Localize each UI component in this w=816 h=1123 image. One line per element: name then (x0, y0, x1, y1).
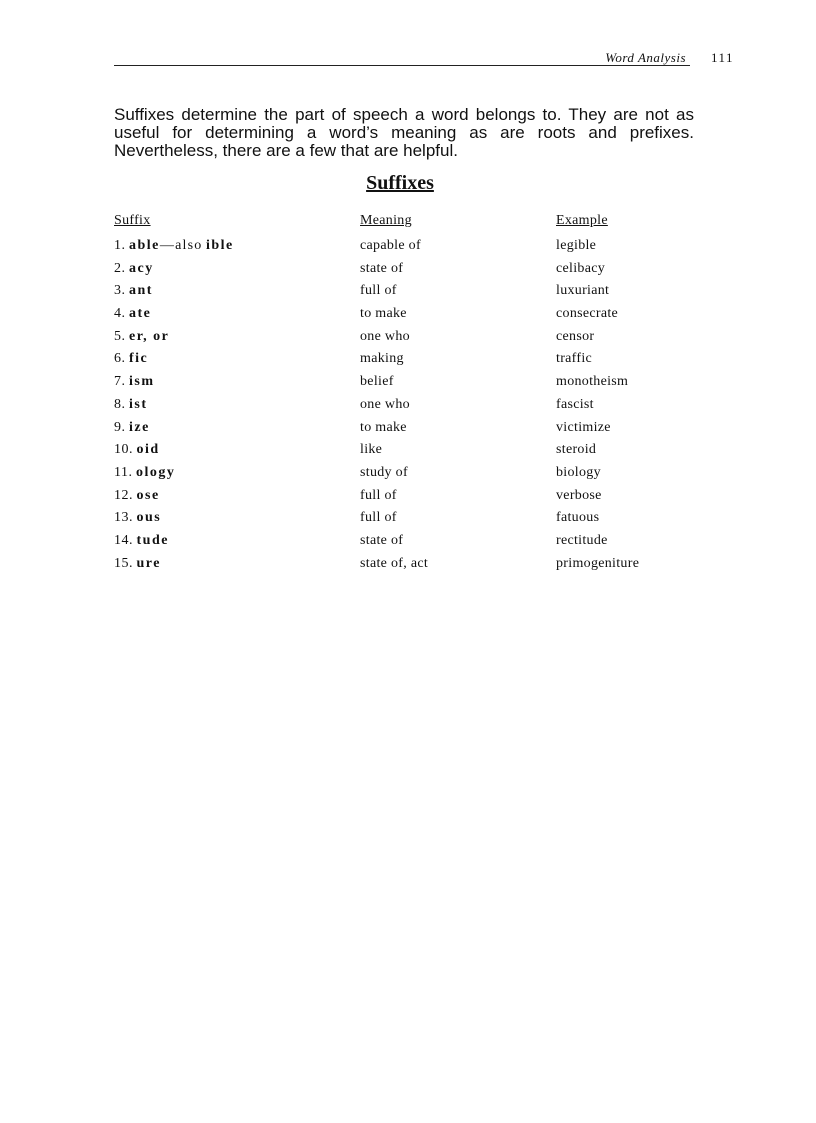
row-number: 15. (114, 555, 133, 571)
example-cell: censor (556, 328, 595, 344)
suffix-cell (114, 374, 155, 390)
suffix-term: able (129, 238, 160, 253)
example-cell: consecrate (556, 306, 619, 322)
suffix-term: ose (136, 487, 160, 503)
suffix-term: tude (136, 532, 169, 548)
table-row (114, 556, 714, 579)
table-row (114, 465, 714, 488)
row-number: 14. (114, 532, 133, 548)
meaning-cell: full of (360, 487, 397, 503)
meaning-cell: full of (360, 510, 397, 526)
example-cell: steroid (556, 442, 597, 458)
suffix-cell (114, 238, 234, 254)
suffix-cell (114, 329, 169, 345)
suffix-term: ology (135, 464, 176, 480)
suffix-term: er, or (129, 328, 170, 344)
example-cell: rectitude (556, 532, 608, 548)
example-cell: fatuous (556, 510, 600, 526)
suffix-cell (114, 397, 148, 413)
table-header-row (114, 213, 714, 238)
table-row (114, 397, 714, 420)
example-cell: primogeniture (556, 555, 640, 571)
table-row (114, 420, 714, 443)
example-cell: celibacy (556, 260, 606, 276)
table-row (114, 442, 714, 465)
meaning-cell: to make (360, 419, 407, 435)
suffix-term: ize (129, 419, 150, 435)
suffix-cell (114, 420, 150, 436)
example-cell: legible (556, 238, 597, 253)
intro-paragraph: Suffixes determine the part of speech a word belongs to. They are not as useful for determining a word’s meaning as are roots and prefixes. Nevertheless, there are a few that are helpful. (114, 105, 694, 160)
table-row (114, 351, 714, 374)
example-cell: monotheism (556, 374, 629, 390)
suffix-term: ism (129, 374, 155, 390)
table-row (114, 329, 714, 352)
row-number: 3. (114, 283, 126, 299)
example-cell: traffic (556, 351, 593, 367)
suffix-cell (114, 283, 153, 299)
running-title: Word Analysis (605, 50, 686, 65)
column-header-meaning: Meaning (360, 213, 412, 228)
meaning-cell: one who (360, 328, 410, 344)
row-number: 7. (114, 374, 126, 390)
row-number: 4. (114, 306, 126, 322)
example-cell: biology (556, 464, 601, 480)
meaning-cell: state of (360, 260, 404, 276)
row-number: 13. (114, 510, 133, 526)
section-title: Suffixes (366, 172, 434, 194)
row-number: 2. (114, 260, 126, 276)
suffix-term: acy (129, 260, 154, 276)
suffix-table (114, 213, 714, 578)
meaning-cell: one who (360, 396, 410, 412)
column-header-example: Example (556, 213, 608, 228)
suffix-cell (114, 465, 175, 481)
table-row (114, 238, 714, 261)
table-row (114, 533, 714, 556)
table-row (114, 261, 714, 284)
meaning-cell: capable of (360, 238, 421, 253)
row-number: 12. (114, 487, 133, 503)
meaning-cell: making (360, 351, 404, 367)
suffix-term: ant (129, 283, 153, 299)
suffix-cell (114, 556, 161, 572)
page-number: 111 (710, 50, 734, 65)
row-number: 10. (114, 442, 133, 458)
example-cell: victimize (556, 419, 611, 435)
suffix-cell (114, 533, 169, 549)
row-number: 8. (114, 396, 126, 412)
column-header-suffix: Suffix (114, 213, 151, 228)
suffix-cell (114, 306, 151, 322)
row-number: 11. (114, 464, 133, 480)
table-row (114, 283, 714, 306)
table-row (114, 488, 714, 511)
page-header (114, 50, 734, 68)
example-cell: fascist (556, 396, 594, 412)
suffix-term: fic (129, 351, 149, 367)
suffix-alternate: ible (205, 238, 234, 253)
row-number: 1. (114, 238, 126, 253)
suffix-term: ous (136, 510, 162, 526)
suffix-term: ate (129, 306, 152, 322)
suffix-joiner: —also (159, 238, 203, 253)
table-row (114, 374, 714, 397)
suffix-cell (114, 442, 160, 458)
row-number: 9. (114, 419, 126, 435)
example-cell: luxuriant (556, 283, 610, 299)
table-body (114, 261, 714, 579)
suffix-term: oid (136, 442, 160, 458)
meaning-cell: like (360, 442, 383, 458)
row-number: 5. (114, 328, 126, 344)
example-cell: verbose (556, 487, 602, 503)
meaning-cell: state of (360, 532, 404, 548)
suffix-cell (114, 351, 148, 367)
meaning-cell: study of (360, 464, 408, 480)
meaning-cell: to make (360, 306, 407, 322)
row-number: 6. (114, 351, 126, 367)
suffix-cell (114, 261, 154, 277)
suffix-cell (114, 510, 161, 526)
meaning-cell: state of, act (360, 555, 429, 571)
table-row (114, 510, 714, 533)
header-rule (114, 65, 690, 66)
meaning-cell: full of (360, 283, 397, 299)
suffix-term: ist (129, 396, 148, 412)
suffix-cell (114, 488, 160, 504)
meaning-cell: belief (360, 374, 394, 390)
table-row (114, 306, 714, 329)
suffix-term: ure (136, 555, 161, 571)
